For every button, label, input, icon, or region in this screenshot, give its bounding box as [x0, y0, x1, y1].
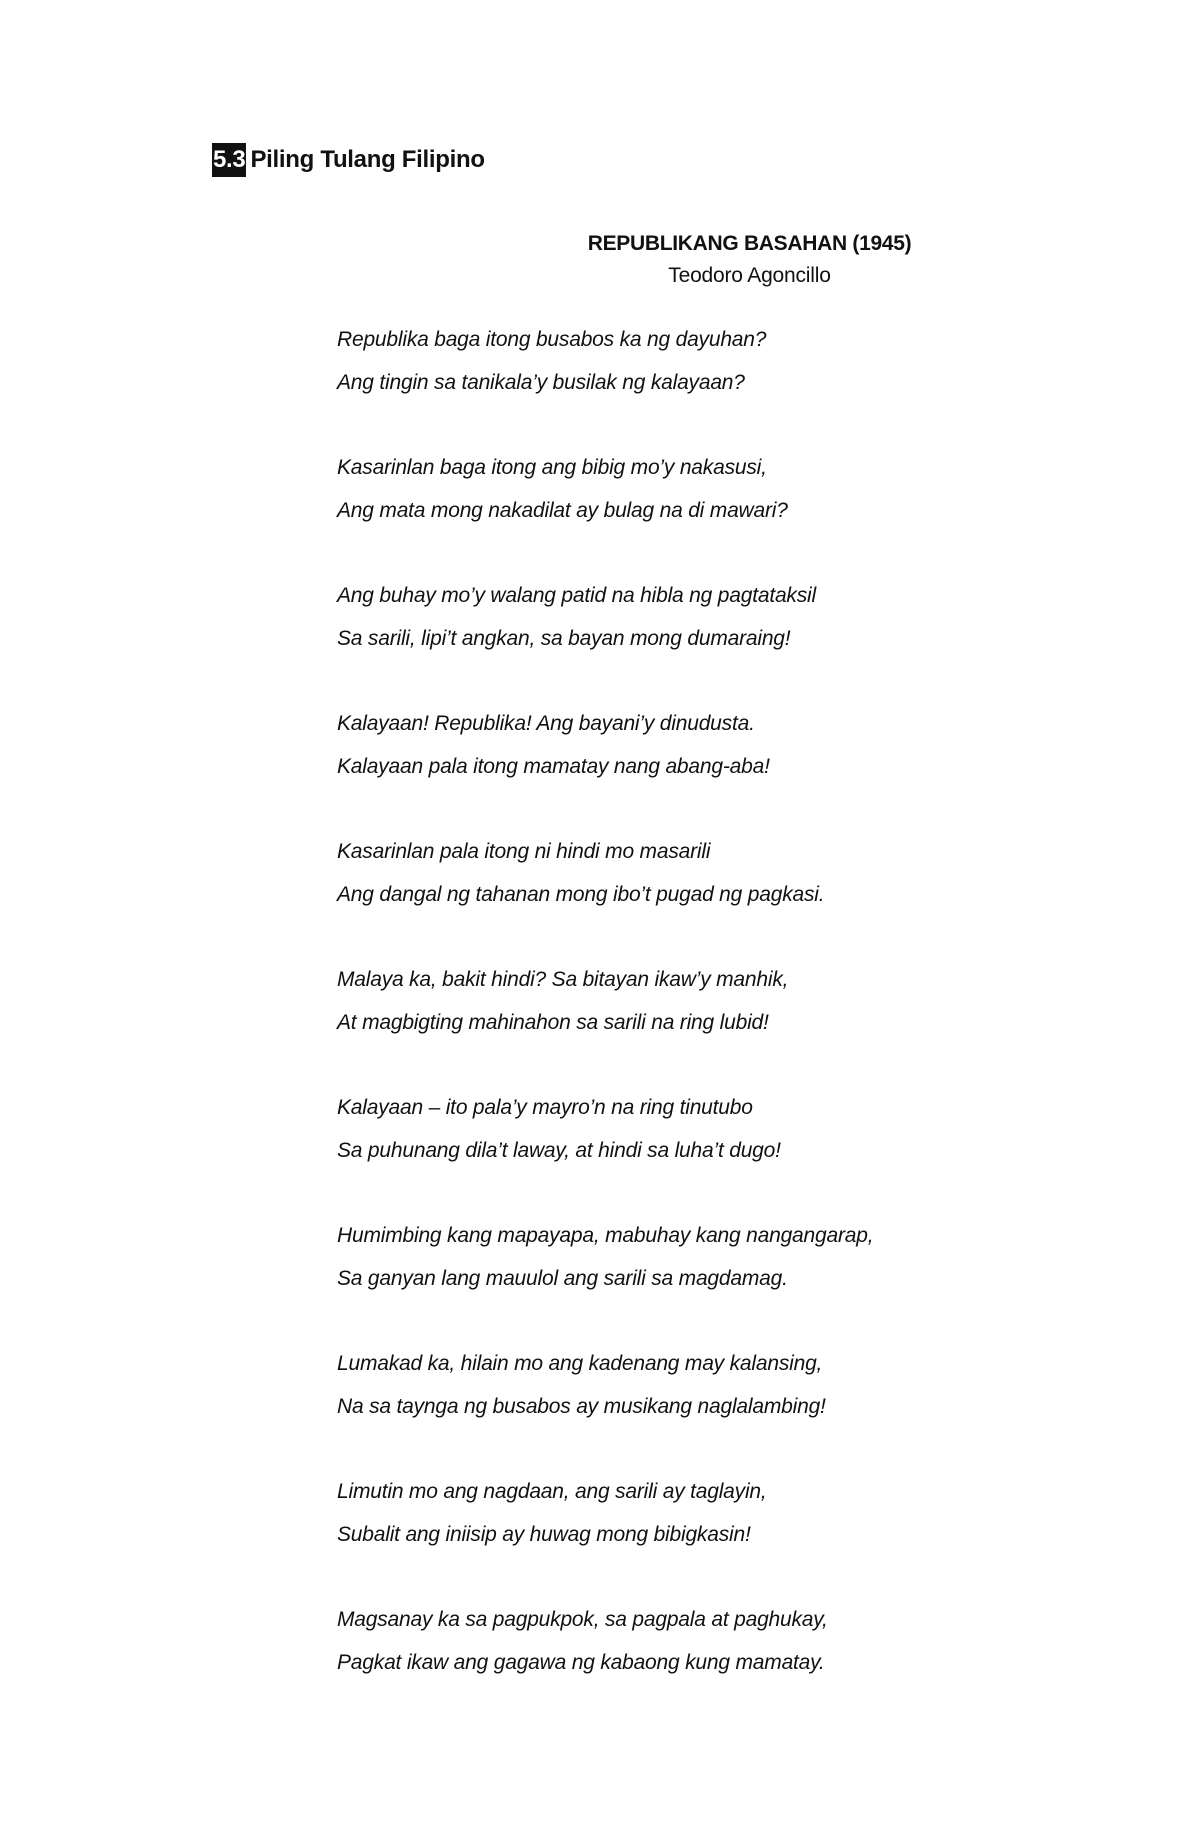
- verse-line: Republika baga itong busabos ka ng dayuhan?: [337, 328, 767, 351]
- section-title: Piling Tulang Filipino: [250, 146, 485, 173]
- verse-line: Sa puhunang dila’t laway, at hindi sa luha’t dugo!: [337, 1139, 781, 1162]
- verse-line: Ang buhay mo’y walang patid na hibla ng pagtataksil: [337, 584, 816, 607]
- verse-line: Kalayaan! Republika! Ang bayani’y dinudusta.: [337, 712, 755, 735]
- stanza: [337, 1342, 1097, 1428]
- verse-line: Subalit ang iniisip ay huwag mong bibigkasin!: [337, 1523, 751, 1546]
- section-heading: [212, 143, 485, 177]
- stanza: [337, 702, 1097, 788]
- verse-line: Kasarinlan pala itong ni hindi mo masarili: [337, 840, 711, 863]
- stanza: [337, 1214, 1097, 1300]
- verse-line: Ang tingin sa tanikala’y busilak ng kalayaan?: [337, 371, 745, 394]
- stanza: [337, 1598, 1097, 1684]
- verse-line: Na sa taynga ng busabos ay musikang naglalambing!: [337, 1395, 826, 1418]
- stanza: [337, 958, 1097, 1044]
- verse-line: Malaya ka, bakit hindi? Sa bitayan ikaw’y manhik,: [337, 968, 789, 991]
- verse-line: Magsanay ka sa pagpukpok, sa pagpala at paghukay,: [337, 1608, 828, 1631]
- poem-title: REPUBLIKANG BASAHAN (1945): [587, 232, 912, 255]
- verse-line: Kalayaan pala itong mamatay nang abang-aba!: [337, 755, 770, 778]
- verse-line: Ang dangal ng tahanan mong ibo’t pugad ng pagkasi.: [337, 883, 825, 906]
- verse-line: Limutin mo ang nagdaan, ang sarili ay taglayin,: [337, 1480, 767, 1503]
- verse-line: Sa ganyan lang mauulol ang sarili sa magdamag.: [337, 1267, 788, 1290]
- stanza: [337, 318, 1097, 404]
- stanza: [337, 574, 1097, 660]
- stanza: [337, 1470, 1097, 1556]
- verse-line: Kalayaan – ito pala’y mayro’n na ring tinutubo: [337, 1096, 753, 1119]
- stanza: [337, 446, 1097, 532]
- section-number: 5.3: [212, 143, 246, 177]
- verse-line: Pagkat ikaw ang gagawa ng kabaong kung mamatay.: [337, 1651, 825, 1674]
- verse-line: At magbigting mahinahon sa sarili na ring lubid!: [337, 1011, 769, 1034]
- stanza: [337, 830, 1097, 916]
- verse-line: Sa sarili, lipi’t angkan, sa bayan mong dumaraing!: [337, 627, 791, 650]
- verse-line: Ang mata mong nakadilat ay bulag na di mawari?: [337, 499, 788, 522]
- stanza: [337, 1086, 1097, 1172]
- verse-line: Lumakad ka, hilain mo ang kadenang may kalansing,: [337, 1352, 823, 1375]
- verse-line: Kasarinlan baga itong ang bibig mo’y nakasusi,: [337, 456, 767, 479]
- poem-body: [337, 318, 1097, 1726]
- verse-line: Humimbing kang mapayapa, mabuhay kang nangangarap,: [337, 1224, 874, 1247]
- poem-author: Teodoro Agoncillo: [668, 264, 831, 287]
